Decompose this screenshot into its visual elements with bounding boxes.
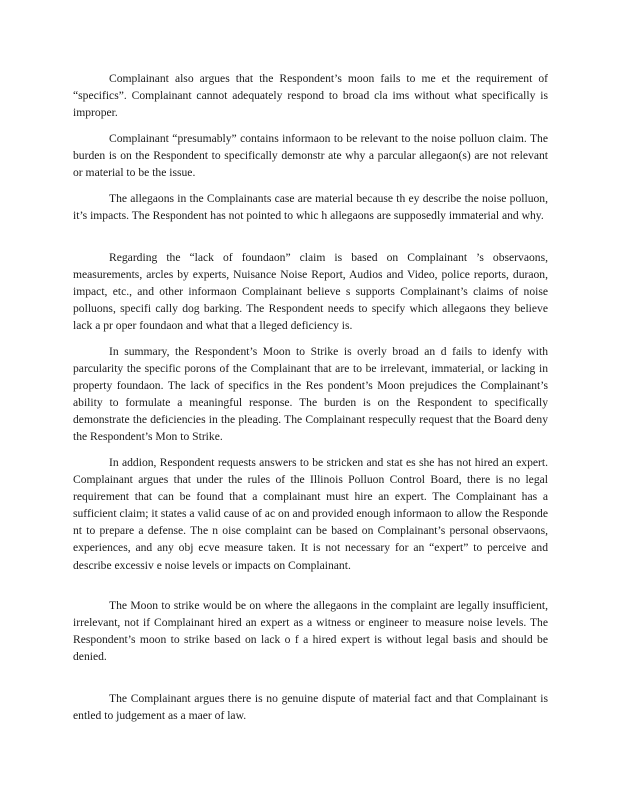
- paragraph-expert-requirement: In addion, Respondent requests answers to be stricken and stat es she has not hired an expert. Complainant argues that under the rules of the Illinois Polluon Control Board, there is no legal requirement that can be found that a complainant must hire an expert. The Complainant has a sufficient claim; it states a valid cause of ac on and provided enough informaon to allow the Responde nt to prepare a defense. The n oise complaint can be based on Complainant’s personal observaons, experiences, and any obj ecve measure taken. It is not necessary for an “expert” to perceive and describe excessiv e noise levels or impacts on Complainant.: [73, 456, 548, 572]
- paragraph-summary: In summary, the Respondent’s Moon to Strike is overly broad an d fails to idenfy with parcularity the specific porons of the Complainant that are to be irrelevant, immaterial, or lacking in property foundaon. The lack of specifics in the Res pondent’s Moon prejudices the Complainant’s ability to formulate a meaningful response. The burden is on the Respondent to specifically demonstrate the deficiencies in the pleading. The Complainant respecully request that the Board deny the Respondent’s Mon to Strike.: [73, 345, 548, 444]
- paragraph-relevance-burden: Complainant “presumably” contains informaon to be relevant to the noise polluon claim. The burden is on the Respondent to specifically demonstr ate why a parcular allegaon(s) are not relevant or material to be the issue.: [73, 132, 548, 180]
- paragraph-motion-legal-basis: The Moon to strike would be on where the allegaons in the complaint are legally insufficient, irrelevant, not if Complainant hired an expert as a witness or engineer to measure noise levels. The Respondent’s moon to strike based on lack o f a hired expert is without legal basis and should be denied.: [73, 599, 548, 664]
- paragraph-lack-of-foundation: Regarding the “lack of foundaon” claim is based on Complainant ’s observaons, measurements, arcles by experts, Nuisance Noise Report, Audios and Video, police reports, duraon, impact, etc., and other informaon Complainant believe s supports Complainant’s claims of noise polluons, specifi cally dog barking. The Respondent needs to specify which allegaons they believe lack a pr oper foundaon and what that a lleged deficiency is.: [73, 251, 548, 333]
- paragraph-specifics-requirement: Complainant also argues that the Respondent’s moon fails to me et the requirement of “specifics”. Complainant cannot adequately respond to broad cla ims without what specifically is improper.: [73, 72, 548, 120]
- paragraph-no-genuine-dispute: The Complainant argues there is no genuine dispute of material fact and that Complainant is entled to judgement as a maer of law.: [73, 692, 548, 723]
- paragraph-materiality: The allegaons in the Complainants case are material because th ey describe the noise polluon, it’s impacts. The Respondent has not pointed to whic h allegaons are supposedly immaterial and why.: [73, 192, 548, 223]
